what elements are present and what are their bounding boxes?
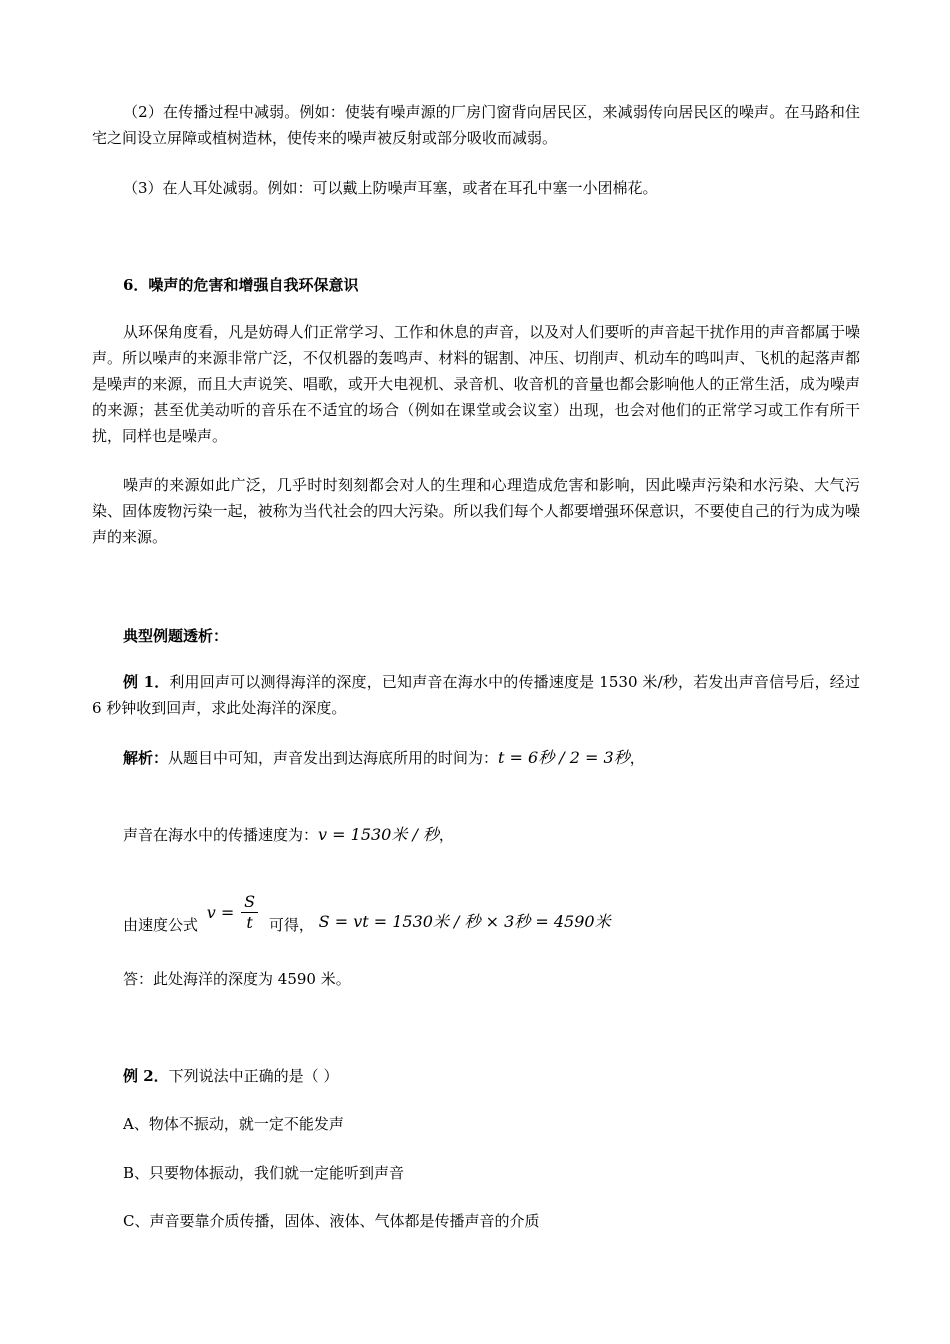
option-c: C、声音要靠介质传播，固体、液体、气体都是传播声音的介质 bbox=[123, 1212, 540, 1230]
example-2-question bbox=[123, 1063, 338, 1089]
examples-heading: 典型例题透析： bbox=[123, 627, 229, 645]
can-get-text: 可得， bbox=[268, 916, 314, 934]
example-2-label: 例 2． bbox=[123, 1067, 169, 1085]
paragraph-method-3: （3）在人耳处减弱。例如：可以戴上防噪声耳塞，或者在耳孔中塞一小团棉花。 bbox=[123, 179, 658, 197]
analysis-label: 解析： bbox=[123, 749, 169, 767]
formula-speed: v = 1530米 / 秒 bbox=[318, 825, 439, 844]
section-6-paragraph-1: 从环保角度看，凡是妨碍人们正常学习、工作和休息的声音，以及对人们要听的声音起干扰作用的声音都属于噪声。所以噪声的来源非常广泛，不仅机器的轰鸣声、材料的锯割、冲压、切削声、机动车的鸣叫声、飞机的起落声都是噪声的来源，而且大声说笑、唱歌，或开大电视机、录音机、收音机的音量也都会影响他人的正常生活，成为噪声的来源；甚至优美动听的音乐在不适宜的场合（例如在课堂或会议室）出现，也会对他们的正常学习或工作有所干扰，同样也是噪声。 bbox=[92, 323, 860, 445]
formula-intro: 由速度公式 bbox=[123, 916, 199, 934]
formula-distance: S = vt = 1530米 / 秒 × 3秒 = 4590米 bbox=[318, 912, 611, 931]
analysis-text: 从题目中可知，声音发出到达海底所用的时间为： bbox=[168, 749, 499, 767]
section-6-paragraph-2: 噪声的来源如此广泛，几乎时时刻刻都会对人的生理和心理造成危害和影响，因此噪声污染和水污染、大气污染、固体废物污染一起，被称为当代社会的四大污染。所以我们每个人都要增强环保意识，不要使自己的行为成为噪声的来源。 bbox=[92, 476, 860, 546]
section-6-heading: 6．噪声的危害和增强自我环保意识 bbox=[123, 276, 359, 294]
velocity-fraction bbox=[241, 892, 258, 933]
example-2-text: 下列说法中正确的是（ ） bbox=[168, 1067, 339, 1085]
paragraph-method-2: （2）在传播过程中减弱。例如：使装有噪声源的厂房门窗背向居民区，来减弱传向居民区的噪声。在马路和住宅之间设立屏障或植树造林，使传来的噪声被反射或部分吸收而减弱。 bbox=[92, 103, 860, 147]
example-1-answer: 答：此处海洋的深度为 4590 米。 bbox=[123, 970, 351, 988]
example-1-text: 利用回声可以测得海洋的深度，已知声音在海水中的传播速度是 1530 米/秒，若发出声音信号后，经过 6 秒钟收到回声，求此处海洋的深度。 bbox=[92, 673, 860, 717]
formula-time: t = 6秒 / 2 = 3秒 bbox=[498, 748, 630, 767]
option-a: A、物体不振动，就一定不能发声 bbox=[123, 1115, 344, 1133]
example-1-analysis bbox=[123, 745, 645, 771]
example-1-question bbox=[92, 669, 860, 721]
speed-text: 声音在海水中的传播速度为： bbox=[123, 826, 319, 844]
example-1-speed-line bbox=[123, 822, 454, 848]
fraction-lhs: v = bbox=[206, 903, 235, 922]
fraction-numerator: S bbox=[241, 892, 258, 913]
example-1-formula-line bbox=[123, 892, 611, 933]
option-b: B、只要物体振动，我们就一定能听到声音 bbox=[123, 1164, 405, 1182]
fraction-denominator: t bbox=[246, 913, 253, 932]
example-1-label: 例 1． bbox=[123, 673, 170, 691]
comma-1: ， bbox=[629, 749, 645, 767]
comma-2: ， bbox=[438, 826, 454, 844]
